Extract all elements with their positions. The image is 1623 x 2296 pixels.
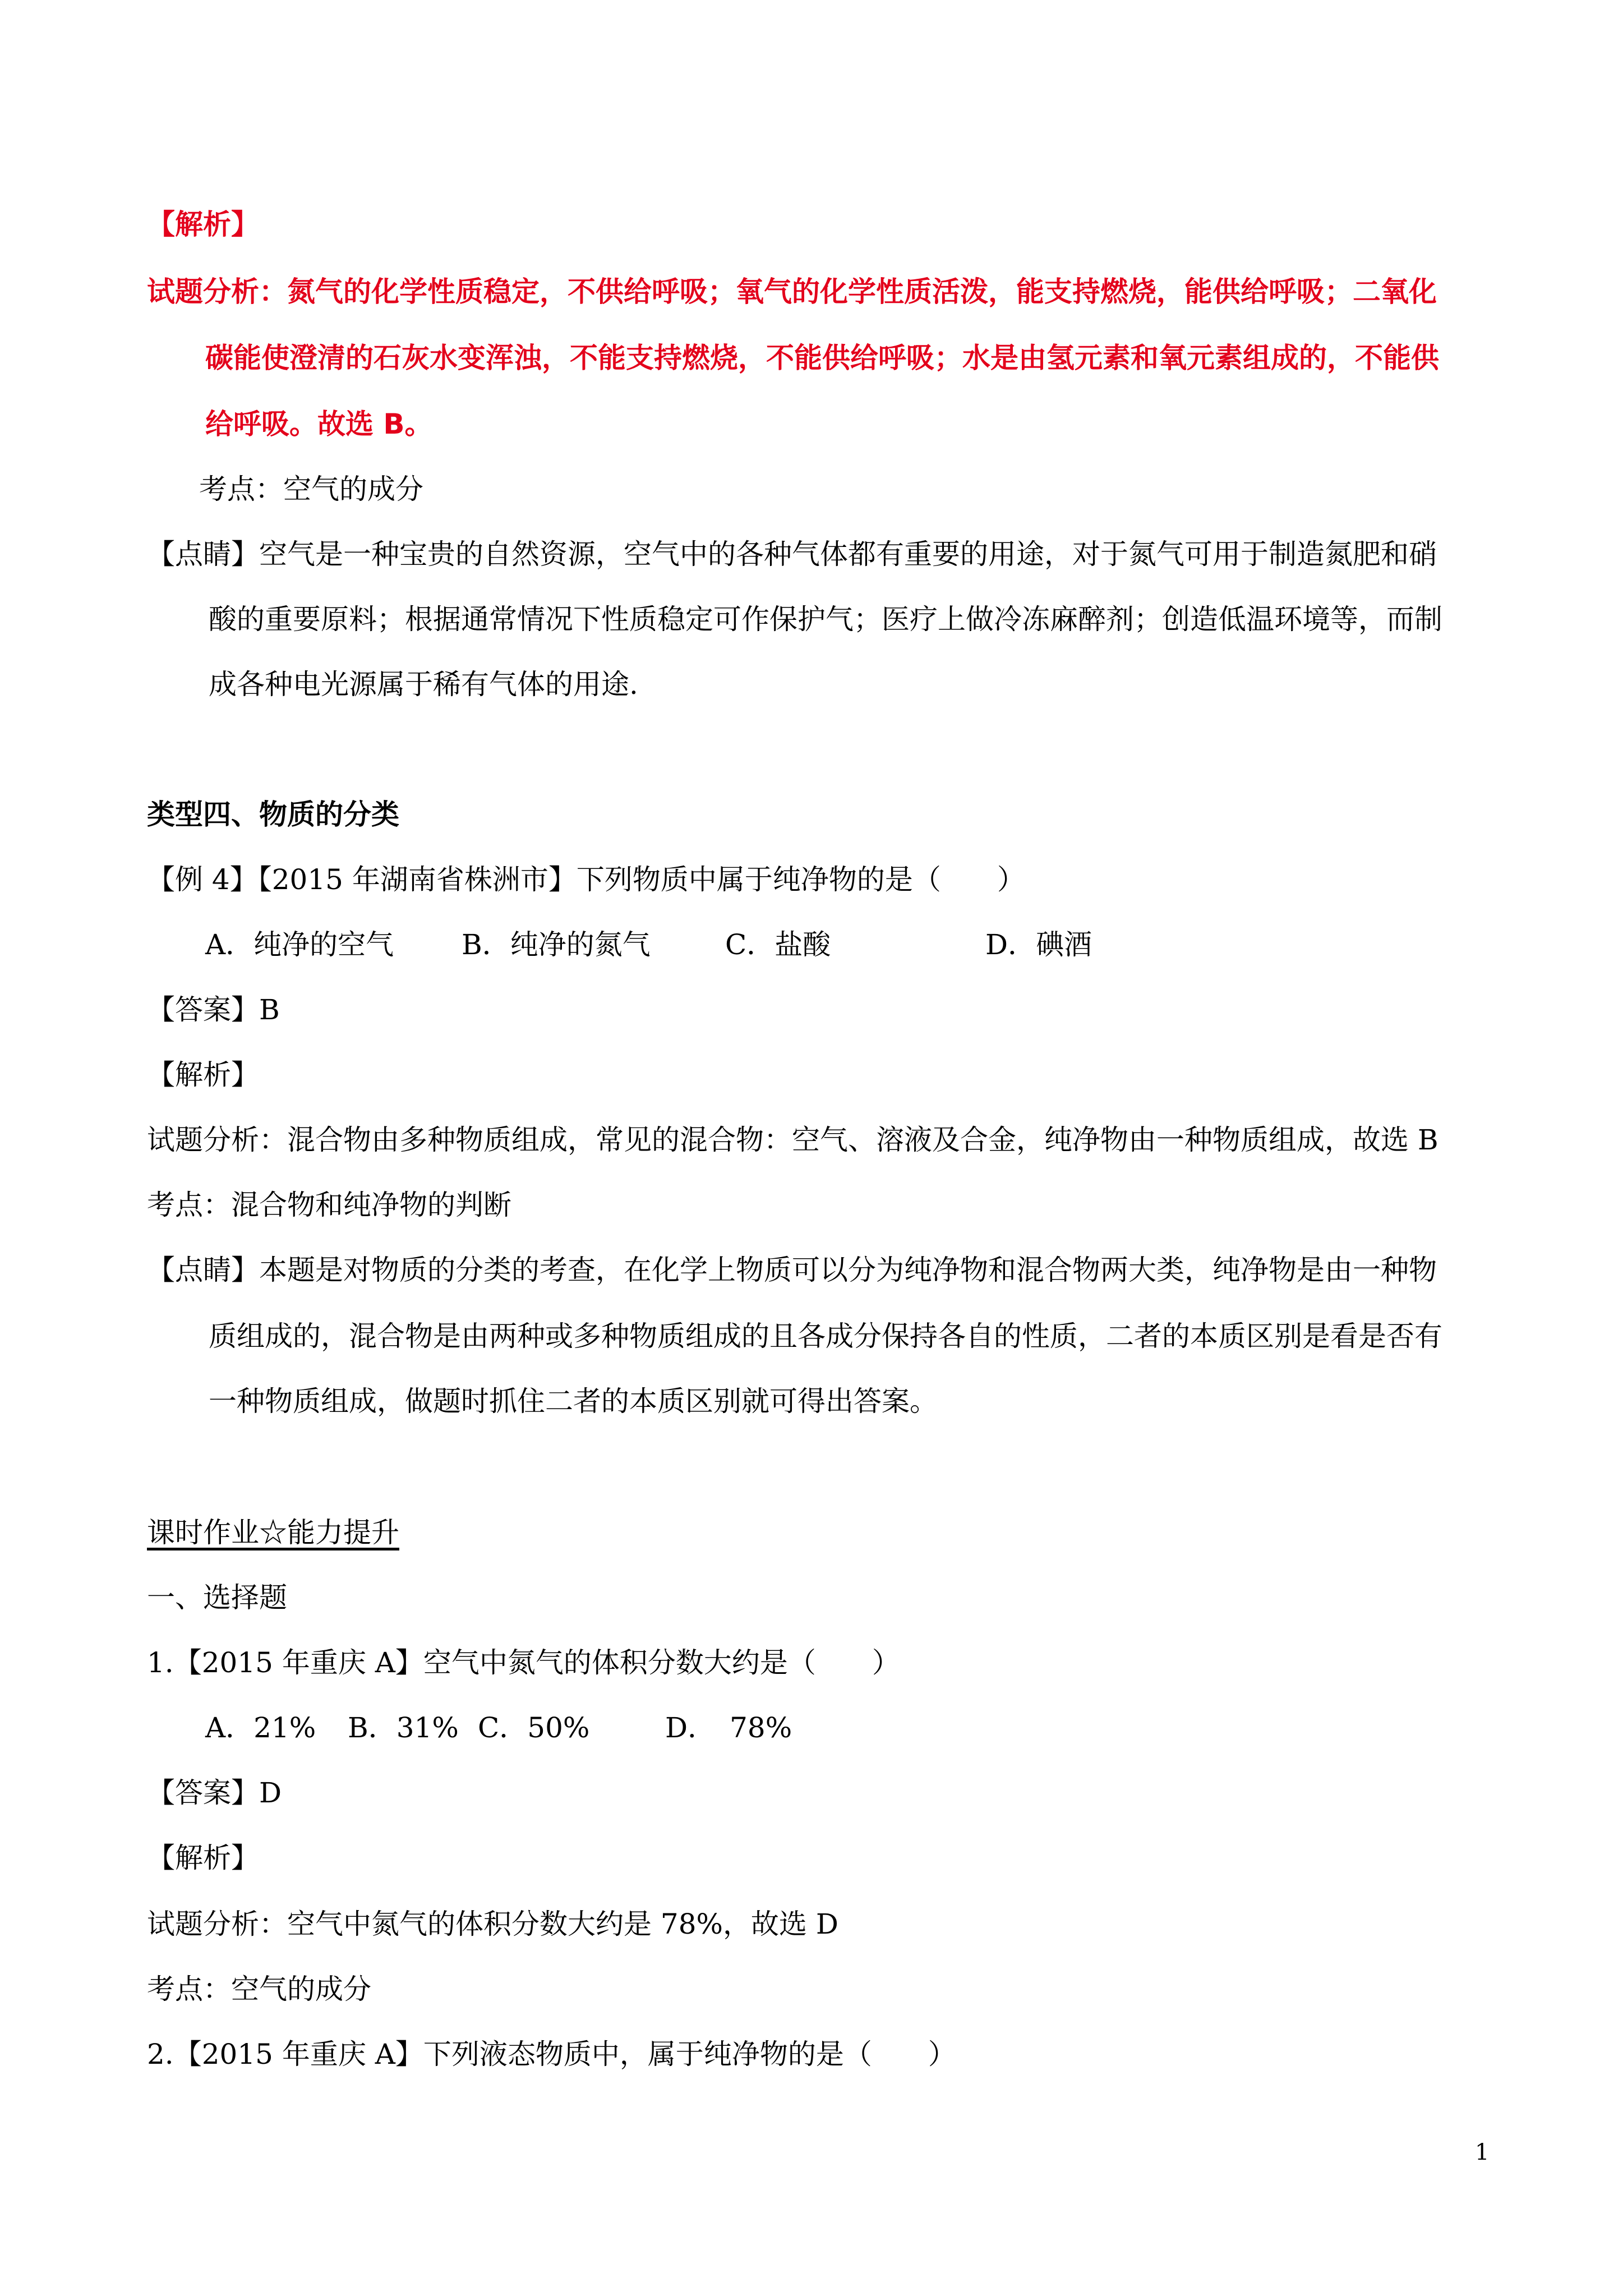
question-1-option-c: C．50% [478,1711,590,1744]
question-2: 2.【2015 年重庆 A】下列液态物质中，属于纯净物的是（ ） [147,2038,956,2070]
question-1-option-a: A．21% [205,1711,316,1744]
example-4-option-d: D．碘酒 [985,928,1092,961]
analysis-line-1: 试题分析：氮气的化学性质稳定，不供给呼吸；氧气的化学性质活泼，能支持燃烧，能供给呼吸；二氧化 [147,275,1437,308]
question-1-option-b: B．31% [348,1711,459,1744]
homework-title: 课时作业☆能力提升 [147,1516,399,1549]
example-4-option-a: A．纯净的空气 [205,928,394,961]
page-number: 1 [1475,2139,1490,2165]
analysis-line-2: 碳能使澄清的石灰水变浑浊，不能支持燃烧，不能供给呼吸；水是由氢元素和氧元素组成的，不能供 [205,342,1439,374]
section-title-type4: 类型四、物质的分类 [147,798,399,831]
dianjing-2-line-1: 【点睛】本题是对物质的分类的考查，在化学上物质可以分为纯净物和混合物两大类，纯净物是由一种物 [147,1254,1437,1286]
dianjing-2-line-2: 质组成的，混合物是由两种或多种物质组成的且各成分保持各自的性质，二者的本质区别是看是否有 [209,1320,1442,1352]
question-1-answer: 【答案】D [147,1777,282,1809]
question-1-jiexi: 【解析】 [147,1842,259,1874]
example-4-jiexi: 【解析】 [147,1059,259,1091]
example-4-analysis: 试题分析：混合物由多种物质组成，常见的混合物：空气、溶液及合金，纯净物由一种物质组成，故选 B [147,1124,1438,1156]
kaodian-1: 考点：空气的成分 [199,473,423,505]
example-4-question: 【例 4】【2015 年湖南省株洲市】下列物质中属于纯净物的是（ ） [147,863,1025,896]
analysis-line-3: 给呼吸。故选 B。 [205,408,433,440]
dianjing-1-line-1: 【点睛】空气是一种宝贵的自然资源，空气中的各种气体都有重要的用途，对于氮气可用于制造氮肥和硝 [147,538,1437,570]
example-4-option-b: B．纯净的氮气 [462,928,651,961]
dianjing-1-line-3: 成各种电光源属于稀有气体的用途. [209,668,638,701]
question-1: 1.【2015 年重庆 A】空气中氮气的体积分数大约是（ ） [147,1646,900,1679]
example-4-option-c: C．盐酸 [725,928,831,961]
question-1-analysis: 试题分析：空气中氮气的体积分数大约是 78%，故选 D [147,1908,839,1940]
dianjing-2-line-3: 一种物质组成，做题时抓住二者的本质区别就可得出答案。 [209,1385,938,1418]
analysis-heading: 【解析】 [147,208,259,241]
dianjing-1-line-2: 酸的重要原料；根据通常情况下性质稳定可作保护气；医疗上做冷冻麻醉剂；创造低温环境等，而制 [209,603,1442,636]
example-4-kaodian: 考点：混合物和纯净物的判断 [147,1189,511,1221]
question-1-kaodian: 考点：空气的成分 [147,1973,371,2005]
question-1-option-d: D． 78% [665,1711,792,1744]
multiple-choice-heading: 一、选择题 [147,1581,287,1614]
example-4-answer: 【答案】B [147,993,280,1026]
